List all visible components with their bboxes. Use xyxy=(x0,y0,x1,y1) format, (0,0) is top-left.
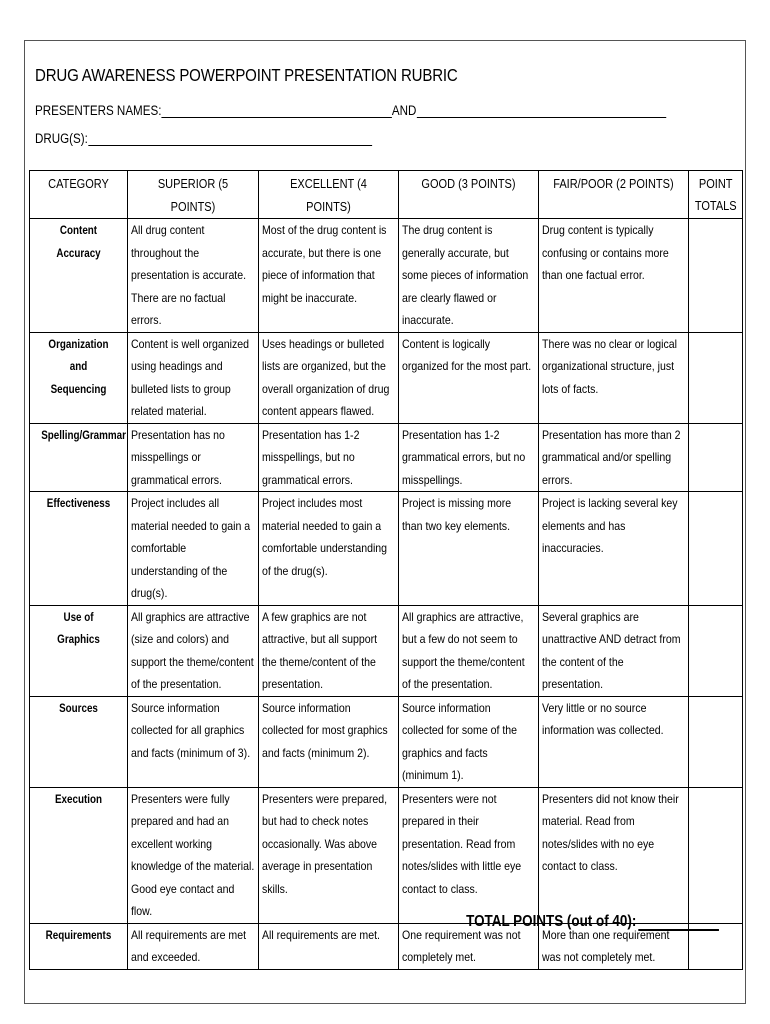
good-cell: All graphics are attractive, but a few do not seem to support the theme/content of the presentation. xyxy=(399,605,539,696)
point-total-cell[interactable] xyxy=(689,787,743,923)
and-label: AND xyxy=(391,103,417,118)
excellent-cell: Uses headings or bulleted lists are organized, but the overall organization of drug content appears flawed. xyxy=(259,332,399,423)
superior-cell: Project includes all material needed to gain a comfortable understanding of the drug(s). xyxy=(128,492,259,606)
header-category: CATEGORY xyxy=(30,171,128,219)
category-cell: Spelling/Grammar xyxy=(30,423,128,492)
point-total-cell[interactable] xyxy=(689,423,743,492)
total-points xyxy=(466,913,719,931)
total-points-field[interactable] xyxy=(638,913,719,931)
header-good: GOOD (3 POINTS) xyxy=(399,171,539,219)
superior-cell: Content is well organized using headings and bulleted lists to group related material. xyxy=(128,332,259,423)
drugs-line xyxy=(35,131,372,146)
excellent-cell: Presenters were prepared, but had to check notes occasionally. Was above average in presentation skills. xyxy=(259,787,399,923)
superior-cell: All drug content throughout the presentation is accurate. There are no factual errors. xyxy=(128,219,259,333)
point-total-cell[interactable] xyxy=(689,219,743,333)
header-fair-poor: FAIR/POOR (2 POINTS) xyxy=(539,171,689,219)
rubric-page xyxy=(24,40,746,1004)
fair-poor-cell: More than one requirement was not completely met. xyxy=(539,923,689,969)
category-cell: Requirements xyxy=(30,923,128,969)
good-cell: Presenters were not prepared in their presentation. Read from notes/slides with little eye contact to class. xyxy=(399,787,539,923)
drugs-label: DRUG(S): xyxy=(35,131,88,146)
table-row xyxy=(30,696,743,787)
drugs-field[interactable] xyxy=(88,131,372,146)
good-cell: One requirement was not completely met. xyxy=(399,923,539,969)
presenters-name-2-field[interactable] xyxy=(416,103,665,118)
good-cell: The drug content is generally accurate, but some pieces of information are clearly flawed or inaccurate. xyxy=(399,219,539,333)
category-cell: Use of Graphics xyxy=(30,605,128,696)
header-superior: SUPERIOR (5 POINTS) xyxy=(128,171,259,219)
fair-poor-cell: Presenters did not know their material. Read from notes/slides with no eye contact to class. xyxy=(539,787,689,923)
presenters-label: PRESENTERS NAMES: xyxy=(35,103,162,118)
header-excellent: EXCELLENT (4 POINTS) xyxy=(259,171,399,219)
fair-poor-cell: Presentation has more than 2 grammatical and/or spelling errors. xyxy=(539,423,689,492)
point-total-cell[interactable] xyxy=(689,332,743,423)
table-row xyxy=(30,492,743,606)
superior-cell: Presentation has no misspellings or grammatical errors. xyxy=(128,423,259,492)
good-cell: Project is missing more than two key elements. xyxy=(399,492,539,606)
fair-poor-cell: There was no clear or logical organizational structure, just lots of facts. xyxy=(539,332,689,423)
good-cell: Presentation has 1-2 grammatical errors, but no misspellings. xyxy=(399,423,539,492)
point-total-cell[interactable] xyxy=(689,492,743,606)
presenters-line xyxy=(35,103,666,118)
excellent-cell: Presentation has 1-2 misspellings, but no grammatical errors. xyxy=(259,423,399,492)
fair-poor-cell: Very little or no source information was collected. xyxy=(539,696,689,787)
fair-poor-cell: Drug content is typically confusing or contains more than one factual error. xyxy=(539,219,689,333)
excellent-cell: A few graphics are not attractive, but all support the theme/content of the presentation. xyxy=(259,605,399,696)
fair-poor-cell: Several graphics are unattractive AND detract from the content of the presentation. xyxy=(539,605,689,696)
superior-cell: All graphics are attractive (size and colors) and support the theme/content of the presentation. xyxy=(128,605,259,696)
rubric-table xyxy=(29,170,743,970)
header-point-totals: POINT TOTALS xyxy=(689,171,743,219)
table-row xyxy=(30,423,743,492)
category-cell: Content Accuracy xyxy=(30,219,128,333)
good-cell: Content is logically organized for the most part. xyxy=(399,332,539,423)
category-cell: Organization and Sequencing xyxy=(30,332,128,423)
table-row xyxy=(30,605,743,696)
total-points-label: TOTAL POINTS (out of 40): xyxy=(466,913,637,930)
point-total-cell[interactable] xyxy=(689,605,743,696)
table-row xyxy=(30,787,743,923)
superior-cell: Source information collected for all graphics and facts (minimum of 3). xyxy=(128,696,259,787)
page-title: DRUG AWARENESS POWERPOINT PRESENTATION RUBRIC xyxy=(35,65,458,85)
fair-poor-cell: Project is lacking several key elements and has inaccuracies. xyxy=(539,492,689,606)
table-row xyxy=(30,332,743,423)
category-cell: Effectiveness xyxy=(30,492,128,606)
category-cell: Sources xyxy=(30,696,128,787)
table-row xyxy=(30,219,743,333)
point-total-cell[interactable] xyxy=(689,696,743,787)
excellent-cell: Project includes most material needed to gain a comfortable understanding of the drug(s). xyxy=(259,492,399,606)
category-cell: Execution xyxy=(30,787,128,923)
superior-cell: Presenters were fully prepared and had an excellent working knowledge of the material. Good eye contact and flow. xyxy=(128,787,259,923)
good-cell: Source information collected for some of the graphics and facts (minimum 1). xyxy=(399,696,539,787)
presenters-name-1-field[interactable] xyxy=(161,103,391,118)
superior-cell: All requirements are met and exceeded. xyxy=(128,923,259,969)
excellent-cell: All requirements are met. xyxy=(259,923,399,969)
excellent-cell: Source information collected for most graphics and facts (minimum 2). xyxy=(259,696,399,787)
excellent-cell: Most of the drug content is accurate, but there is one piece of information that might be inaccurate. xyxy=(259,219,399,333)
header-row xyxy=(30,171,743,219)
